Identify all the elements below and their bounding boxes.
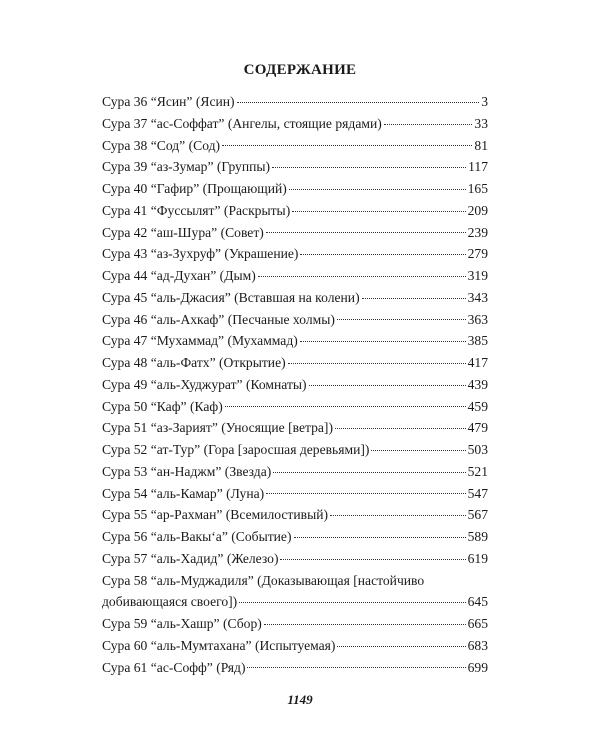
toc-entry-title: Сура 58 “аль-Муджадиля” (Доказывающая [настойчиво	[102, 572, 425, 588]
toc-entry[interactable]	[102, 135, 488, 157]
toc-entry-page: 521	[467, 463, 488, 479]
toc-entry-page: 33	[474, 115, 488, 131]
toc-entry[interactable]	[102, 483, 488, 505]
toc-entry-page: 619	[467, 550, 488, 566]
toc-list	[102, 91, 488, 570]
toc-entry[interactable]	[102, 222, 488, 244]
toc-entry-page: 547	[467, 485, 488, 501]
page-title: СОДЕРЖАНИЕ	[243, 62, 357, 78]
dot-leader	[337, 646, 465, 647]
toc-entry-title: Сура 45 “аль-Джасия” (Вставшая на колени)	[102, 289, 360, 305]
dot-leader	[309, 385, 466, 386]
toc-entry-page: 417	[467, 355, 488, 370]
toc-entry-page: 665	[467, 616, 488, 631]
toc-entry[interactable]	[102, 374, 488, 396]
toc-entry[interactable]	[102, 200, 488, 222]
dot-leader	[273, 472, 465, 473]
dot-leader	[264, 624, 466, 625]
toc-entry-page: 239	[467, 224, 488, 240]
toc-entry[interactable]	[102, 635, 488, 657]
toc-entry[interactable]	[102, 570, 488, 592]
toc-entry-page: 479	[467, 420, 488, 436]
toc-entry-title-cont: добивающаяся своего])	[102, 594, 238, 610]
toc-entry-title: Сура 57 “аль-Хадид” (Железо)	[102, 550, 279, 566]
toc-entry-page: 683	[467, 637, 488, 653]
toc-entry-title: Сура 61 “ас-Софф” (Ряд)	[102, 659, 246, 675]
toc-entry[interactable]	[102, 548, 488, 570]
toc-entry[interactable]	[102, 113, 488, 135]
toc-entry-page: 81	[474, 137, 488, 153]
toc-entry-title: Сура 42 “аш-Шура” (Совет)	[102, 224, 264, 240]
toc-entry-title: Сура 53 “ан-Наджм” (Звезда)	[102, 463, 272, 479]
toc-entry-title: Сура 47 “Мухаммад” (Мухаммад)	[102, 333, 298, 349]
toc-entry-page: 503	[467, 442, 488, 457]
toc-entry-page: 385	[467, 333, 488, 349]
dot-leader	[300, 254, 465, 255]
toc-entry-title: Сура 54 “аль-Камар” (Луна)	[102, 485, 265, 501]
toc-entry-page: 459	[467, 398, 488, 414]
dot-leader	[362, 298, 466, 299]
toc-entry-title: Сура 49 “аль-Худжурат” (Комнаты)	[102, 376, 307, 392]
toc-entry-title: Сура 59 “аль-Хашр” (Сбор)	[102, 616, 262, 631]
toc-entry-title: Сура 38 “Сод” (Сод)	[102, 137, 221, 153]
toc-entry-page: 567	[467, 507, 488, 523]
dot-leader	[266, 232, 466, 233]
dot-leader	[300, 341, 466, 342]
toc-entry-title: Сура 48 “аль-Фатх” (Открытие)	[102, 355, 286, 370]
toc-entry-title: Сура 36 “Ясин” (Ясин)	[102, 94, 235, 109]
toc-entry-title: Сура 55 “ар-Рахман” (Всемилостивый)	[102, 507, 329, 523]
toc-entry-title: Сура 37 “ас-Соффат” (Ангелы, стоящие рядами)	[102, 115, 382, 131]
dot-leader	[289, 189, 466, 190]
table-of-contents	[102, 91, 488, 678]
dot-leader	[292, 211, 465, 212]
toc-entry[interactable]	[102, 309, 488, 331]
toc-entry-page: 363	[467, 311, 488, 327]
toc-entry-title: Сура 56 “аль-Вакы‘а” (Событие)	[102, 529, 292, 544]
dot-leader	[239, 602, 465, 603]
toc-entry-title: Сура 52 “ат-Тур” (Гора [заросшая деревьями])	[102, 442, 370, 457]
toc-entry[interactable]	[102, 330, 488, 352]
dot-leader	[222, 145, 472, 146]
dot-leader	[337, 319, 466, 320]
page-number: 1149	[287, 692, 313, 707]
dot-leader	[371, 450, 465, 451]
toc-entry-title: Сура 50 “Каф” (Каф)	[102, 398, 223, 414]
toc-entry[interactable]	[102, 504, 488, 526]
toc-entry[interactable]	[102, 461, 488, 483]
toc-entry-title: Сура 40 “Гафир” (Прощающий)	[102, 181, 287, 196]
dot-leader	[330, 515, 466, 516]
toc-entry-page: 279	[467, 246, 488, 262]
toc-entry[interactable]	[102, 287, 488, 309]
toc-entry[interactable]	[102, 178, 488, 200]
dot-leader	[258, 276, 466, 277]
dot-leader	[272, 167, 466, 168]
toc-entry-page: 699	[467, 659, 488, 675]
toc-entry[interactable]	[102, 526, 488, 548]
dot-leader	[225, 406, 466, 407]
toc-entry-page: 645	[467, 594, 488, 610]
dot-leader	[288, 363, 466, 364]
dot-leader	[237, 102, 480, 103]
toc-entry-page: 117	[468, 159, 488, 175]
toc-entry-page: 3	[481, 94, 488, 109]
dot-leader	[335, 428, 466, 429]
toc-list-after	[102, 613, 488, 678]
dot-leader	[266, 493, 465, 494]
toc-entry[interactable]	[102, 352, 488, 374]
toc-entry-title: Сура 60 “аль-Мумтахана” (Испытуемая)	[102, 637, 336, 653]
toc-entry-title: Сура 44 “ад-Духан” (Дым)	[102, 268, 256, 283]
toc-entry-page: 439	[467, 376, 488, 392]
dot-leader	[247, 667, 465, 668]
toc-entry[interactable]	[102, 657, 488, 679]
dot-leader	[280, 559, 465, 560]
toc-entry-title: Сура 43 “аз-Зухруф” (Украшение)	[102, 246, 299, 262]
toc-entry[interactable]	[102, 243, 488, 265]
toc-entry-title: Сура 46 “аль-Ахкаф” (Песчаные холмы)	[102, 311, 335, 327]
toc-entry[interactable]	[102, 439, 488, 461]
toc-entry[interactable]	[102, 265, 488, 287]
toc-entry-page: 165	[467, 181, 488, 196]
toc-entry-title: Сура 41 “Фуссылят” (Раскрыты)	[102, 202, 291, 218]
toc-entry-title: Сура 39 “аз-Зумар” (Группы)	[102, 159, 271, 175]
toc-entry[interactable]	[102, 91, 488, 113]
toc-entry-page: 589	[467, 529, 488, 544]
toc-entry-page: 209	[467, 202, 488, 218]
toc-entry-page: 343	[467, 289, 488, 305]
toc-entry[interactable]	[102, 396, 488, 418]
toc-entry-page: 319	[467, 268, 488, 283]
toc-entry-title: Сура 51 “аз-Зарият” (Уносящие [ветра])	[102, 420, 333, 436]
toc-entry[interactable]	[102, 156, 488, 178]
toc-entry-continuation[interactable]	[102, 591, 488, 613]
dot-leader	[384, 124, 473, 125]
dot-leader	[294, 537, 466, 538]
toc-entry[interactable]	[102, 613, 488, 635]
toc-entry[interactable]	[102, 417, 488, 439]
